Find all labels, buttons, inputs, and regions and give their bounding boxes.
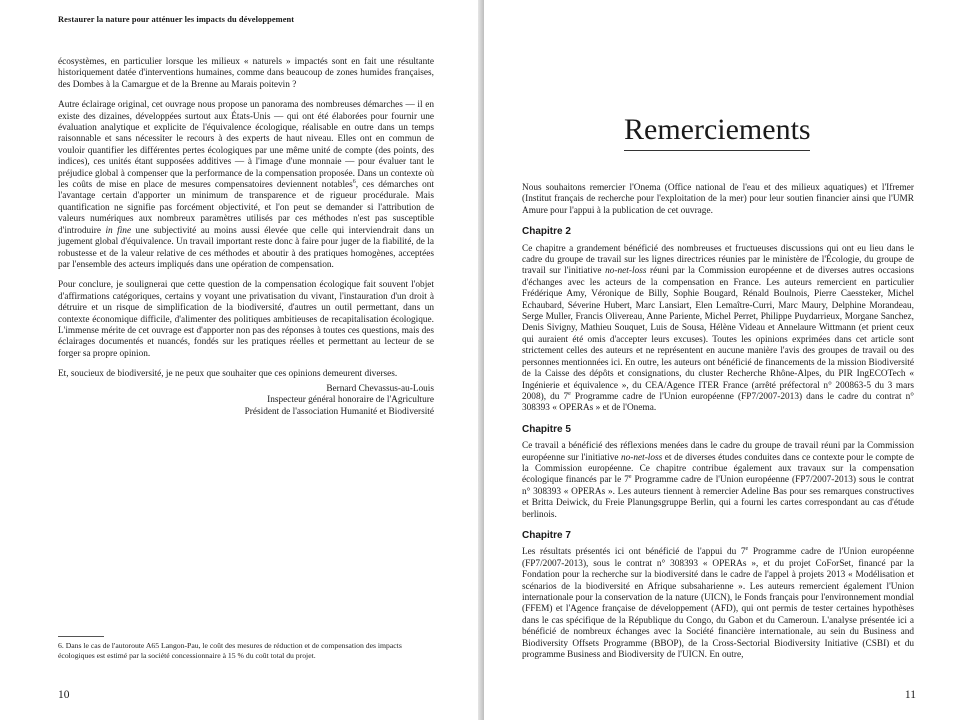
paragraph: Pour conclure, je soulignerai que cette question de la compensation écologique fait souvent l'objet d'affirmations catégoriques, certains y voyant une privatisation du vivant, l'instauration d'un droit à détruire et un risque de simplification de la biodiversité, d'autres un outil permettant, dans un contexte économique difficile, d'alimenter des politiques ambitieuses de recapitalisation écologique. L'immense mérite de cet ouvrage est d'apporter non pas des réponses à toutes ces questions, mais des éclairages documentés et nuancés, fondés sur les pratiques réelles et permettant au lecteur de se forger sa propre opinion. [58,280,434,359]
section-heading-chapitre-5: Chapitre 5 [522,423,571,435]
right-body-text [522,183,914,661]
title-underline [624,150,810,151]
footnote: 6. Dans le cas de l'autoroute A65 Langon-Pau, le coût des mesures de réduction et de compensation des impacts écologiques est estimé par la société concessionnaire à 15 % du coût total du projet. [58,641,402,660]
chapter-title: Remerciements [624,113,811,146]
italic-term: no-net-loss [605,266,647,277]
italic-term: in fine [105,225,132,236]
left-body-text [58,57,434,381]
signature-title: Inspecteur général honoraire de l'Agriculture [267,395,434,406]
right-page [484,0,960,720]
page-number-left: 10 [58,689,70,701]
signature-block [245,384,434,418]
signature-affiliation: Président de l'association Humanité et Biodiversité [244,406,434,417]
section-heading-chapitre-7: Chapitre 7 [522,529,571,541]
paragraph: écosystèmes, en particulier lorsque les milieux « naturels » impactés sont en fait une résultante historiquement datée d'interventions humaines, comme dans beaucoup de zones humides françaises, des Dombes à la Camargue et de la Brenne au Marais poitevin ? [58,57,434,90]
left-page [0,0,478,720]
italic-term: no-net-loss [620,452,663,463]
section-heading-chapitre-2: Chapitre 2 [522,226,571,238]
footnote-marker: 6 [352,178,356,185]
intro-paragraph: Nous souhaitons remercier l'Onema (Office national de l'eau et des milieux aquatiques) et l'Ifremer (Institut français de recherche pour l'exploitation de la mer) pour leur soutien financier ainsi que l'UMR Amure pour l'appui à la publication de cet ouvrage. [522,183,914,216]
signature-name: Bernard Chevassus-au-Louis [326,384,434,394]
paragraph: Ce chapitre a grandement bénéficié des nombreuses et fructueuses discussions qui ont eu lieu dans le cadre du groupe de travail sur les lignes directrices réunies par le ministère de l'Écologie, du groupe de travail sur l'initiative no-net-loss réuni par la Commission européenne et de diverses autres occasions d'échanges avec les acteurs de la compensation en France. Les auteurs remercient en particulier Frédérique Amy, Véronique de Billy, Sophie Bougard, Rénald Boulnois, Pierre Caessteker, Michel Echaubard, Séverine Hubert, Marc Lansiart, Elen Lemaître-Curri, Marc Maury, Delphine Morandeau, Serge Muller, Francis Olivereau, Anne Pariente, Michel Perret, Philippe Puydarrieux, Morgane Sanchez, Denis Sivigny, Mathieu Souquet, Luis de Sousa, Hélène Videau et Annelaure Wittmann (et prient ceux qui auraient été omis d'accepter leurs excuses). Toutes les opinions exprimées dans cet article sont strictement celles des auteurs et ne représentent en aucune manière l'avis des groupes de travail ou des personnes mentionnées ici. En outre, les auteurs ont bénéficié de financements de la mission Biodiversité de la Caisse des dépôts et consignations, du cluster Recherche Rhône-Alpes, du PIR IngECOTech « Ingénierie et équivalence », du CEA/Agence ITER France (arrêté préfectoral n° 200863-5 du 3 mars 2008), du 7e Programme cadre de l'Union européenne (FP7/2007-2013) dans le cadre du contrat n° 308393 « OPERAs » et de l'Onema. [522,243,915,414]
paragraph: Les résultats présentés ici ont bénéficié de l'appui du 7e Programme cadre de l'Union européenne (FP7/2007-2013), sous le contrat n° 308393 « OPERAs », et du projet CoForSet, financé par la Fondation pour la recherche sur la biodiversité dans le cadre de l'appel à projets 2013 « Modélisation et scénarios de la biodiversité en Afrique subsaharienne ». Les auteurs remercient également l'Union internationale pour la conservation de la nature (UICN), le Fonds français pour l'environnement mondial (FFEM) et l'Agence française de développement (AFD), qui ont permis de tester certaines hypothèses dans le cas spécifique de la République du Congo, du Gabon et du Cameroun. L'analyse présentée ici a bénéficié de nombreux échanges avec la Société financière internationale, au sein du Business and Biodiversity Offsets Programme (BBOP), de la Cross-Sectorial Biodiversity Initiative (CSBI) et du programme Business and Biodiversity de l'UICN. En outre, [522,546,914,661]
page-number-right: 11 [904,689,916,701]
paragraph: Autre éclairage original, cet ouvrage nous propose un panorama des nombreuses démarches — il en existe des dizaines, développées surtout aux États-Unis — qui ont été élaborées pour fournir une évaluation analytique et explicite de l'équivalence écologique, réalisable en outre dans un temps raisonnable et sans nécessiter le recours à des experts de haut niveau. Elles ont en commun de vouloir quantifier les différentes pertes écologiques par une même unité de compte (des points, des indices), ces unités étant supposées additives — à l'image d'une monnaie — pour évaluer tant le préjudice global à compenser que la performance de la compensation proposée. Dans un contexte où les coûts de mise en place de mesures compensatoires deviennent notables$^6$, ces démarches ont l'avantage certain d'apporter un minimum de transparence et de rigueur procédurale. Mais quantification ne signifie pas forcément objectivité, et l'on peut se demander si l'attribution de valeurs numériques aux nombreux paramètres utilisés par ces méthodes n'est pas susceptible d'introduire in fine une subjectivité au moins aussi élevée que celle qui interviendrait dans un jugement global d'équivalence. Un travail important reste donc à faire pour juger de la fiabilité, de la robustesse et de la valeur relative de ces méthodes et aboutir à des pratiques homogènes, acceptées par l'ensemble des acteurs impliqués dans une opération de compensation. [58,100,435,270]
paragraph: Ce travail a bénéficié des réflexions menées dans le cadre du groupe de travail réuni par la Commission européenne sur l'initiative no-net-loss et de diverses études conduites dans ce contexte pour le compte de la Commission européenne. Ce chapitre contribue également aux travaux sur la compensation écologique financés par le 7e Programme cadre de l'Union européenne (FP7/2007-2013) sous le contrat n° 308393 « OPERAs ». Les auteurs tiennent à remercier Adeline Bas pour ses remarques constructives et Britta Deiwick, du Freie Planungsgruppe Berlin, qui a fourni les cartes correspondant au cas d'étude berlinois. [522,441,915,520]
running-head: Restaurer la nature pour atténuer les impacts du développement [58,15,295,24]
paragraph: Et, soucieux de biodiversité, je ne peux que souhaiter que ces opinions demeurent diverses. [58,369,398,380]
footnote-separator [58,636,104,637]
